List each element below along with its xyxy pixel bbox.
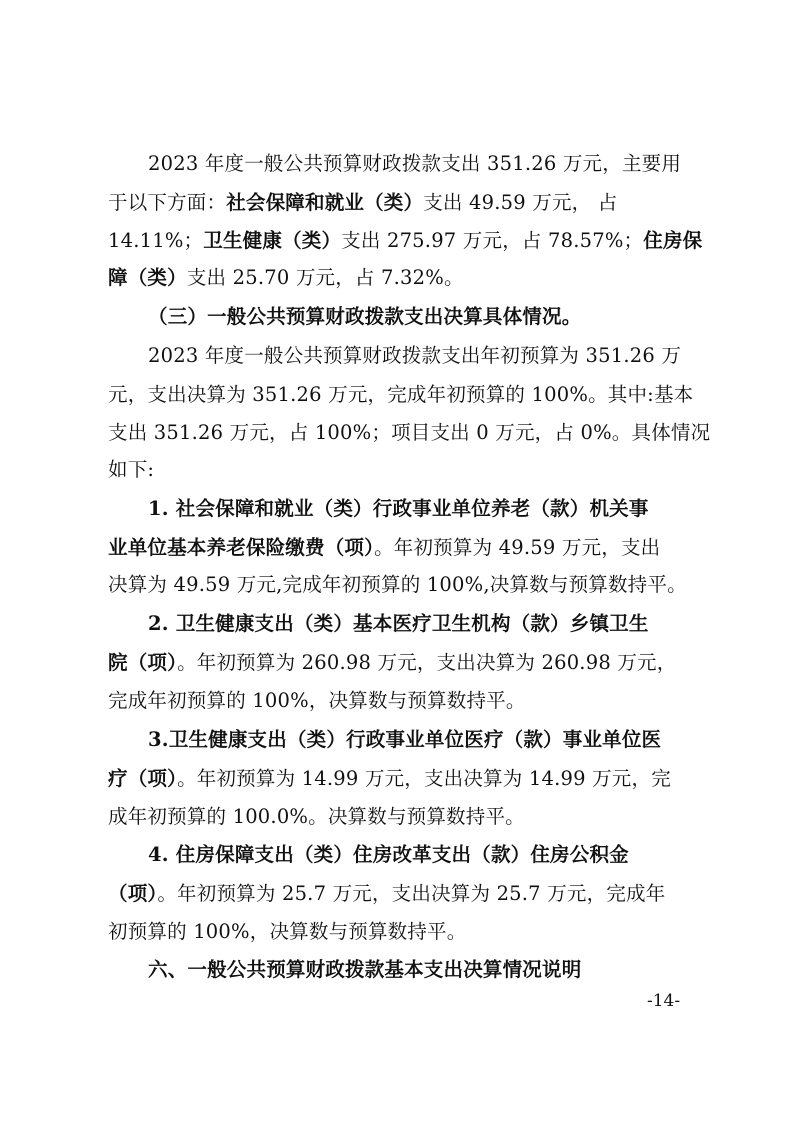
section6-heading: 六、一般公共预算财政拨款基本支出决算情况说明 bbox=[148, 958, 582, 981]
section2-line3: 14.11%；卫生健康（类）支出 275.97 万元，占 78.57%；住房保 bbox=[108, 229, 703, 252]
section3-para-line1: 2023 年度一般公共预算财政拨款支出年初预算为 351.26 万 bbox=[148, 344, 682, 367]
item4-line2: （项）。年初预算为 25.7 万元，支出决算为 25.7 万元，完成年 bbox=[108, 882, 666, 905]
item3-line3: 成年初预算的 100.0%。决算数与预算数持平。 bbox=[108, 805, 525, 828]
item2-line1: 2. 卫生健康支出（类）基本医疗卫生机构（款）乡镇卫生 bbox=[148, 612, 649, 635]
item2-line2: 院（项）。年初预算为 260.98 万元，支出决算为 260.98 万元， bbox=[108, 651, 677, 674]
item1-line1: 1. 社会保障和就业（类）行政事业单位养老（款）机关事 bbox=[148, 497, 649, 520]
item1-line2: 业单位基本养老保险缴费（项）。年初预算为 49.59 万元，支出 bbox=[108, 536, 661, 559]
section3-heading: （三）一般公共预算财政拨款支出决算具体情况。 bbox=[148, 305, 582, 328]
page-number: -14- bbox=[647, 991, 681, 1011]
item3-line2: 疗（项）。年初预算为 14.99 万元，支出决算为 14.99 万元，完 bbox=[108, 767, 671, 790]
section3-para-line3: 支出 351.26 万元，占 100%；项目支出 0 万元，占 0%。具体情况 bbox=[108, 421, 711, 444]
section2-line1: 2023 年度一般公共预算财政拨款支出 351.26 万元，主要用 bbox=[148, 152, 682, 175]
item1-line3: 决算为 49.59 万元,完成年初预算的 100%,决算数与预算数持平。 bbox=[108, 573, 687, 596]
item3-line1: 3.卫生健康支出（类）行政事业单位医疗（款）事业单位医 bbox=[148, 728, 662, 751]
section2-line2: 于以下方面：社会保障和就业（类）支出 49.59 万元， 占 bbox=[108, 191, 618, 214]
item4-line3: 初预算的 100%，决算数与预算数持平。 bbox=[108, 920, 467, 943]
section3-para-line2: 元，支出决算为 351.26 万元，完成年初预算的 100%。其中:基本 bbox=[108, 383, 694, 406]
item2-line3: 完成年初预算的 100%，决算数与预算数持平。 bbox=[108, 689, 526, 712]
section3-para-line4: 如下: bbox=[108, 458, 155, 481]
section2-line4: 障（类）支出 25.70 万元，占 7.32%。 bbox=[108, 266, 464, 289]
item4-line1: 4. 住房保障支出（类）住房改革支出（款）住房公积金 bbox=[148, 843, 629, 866]
